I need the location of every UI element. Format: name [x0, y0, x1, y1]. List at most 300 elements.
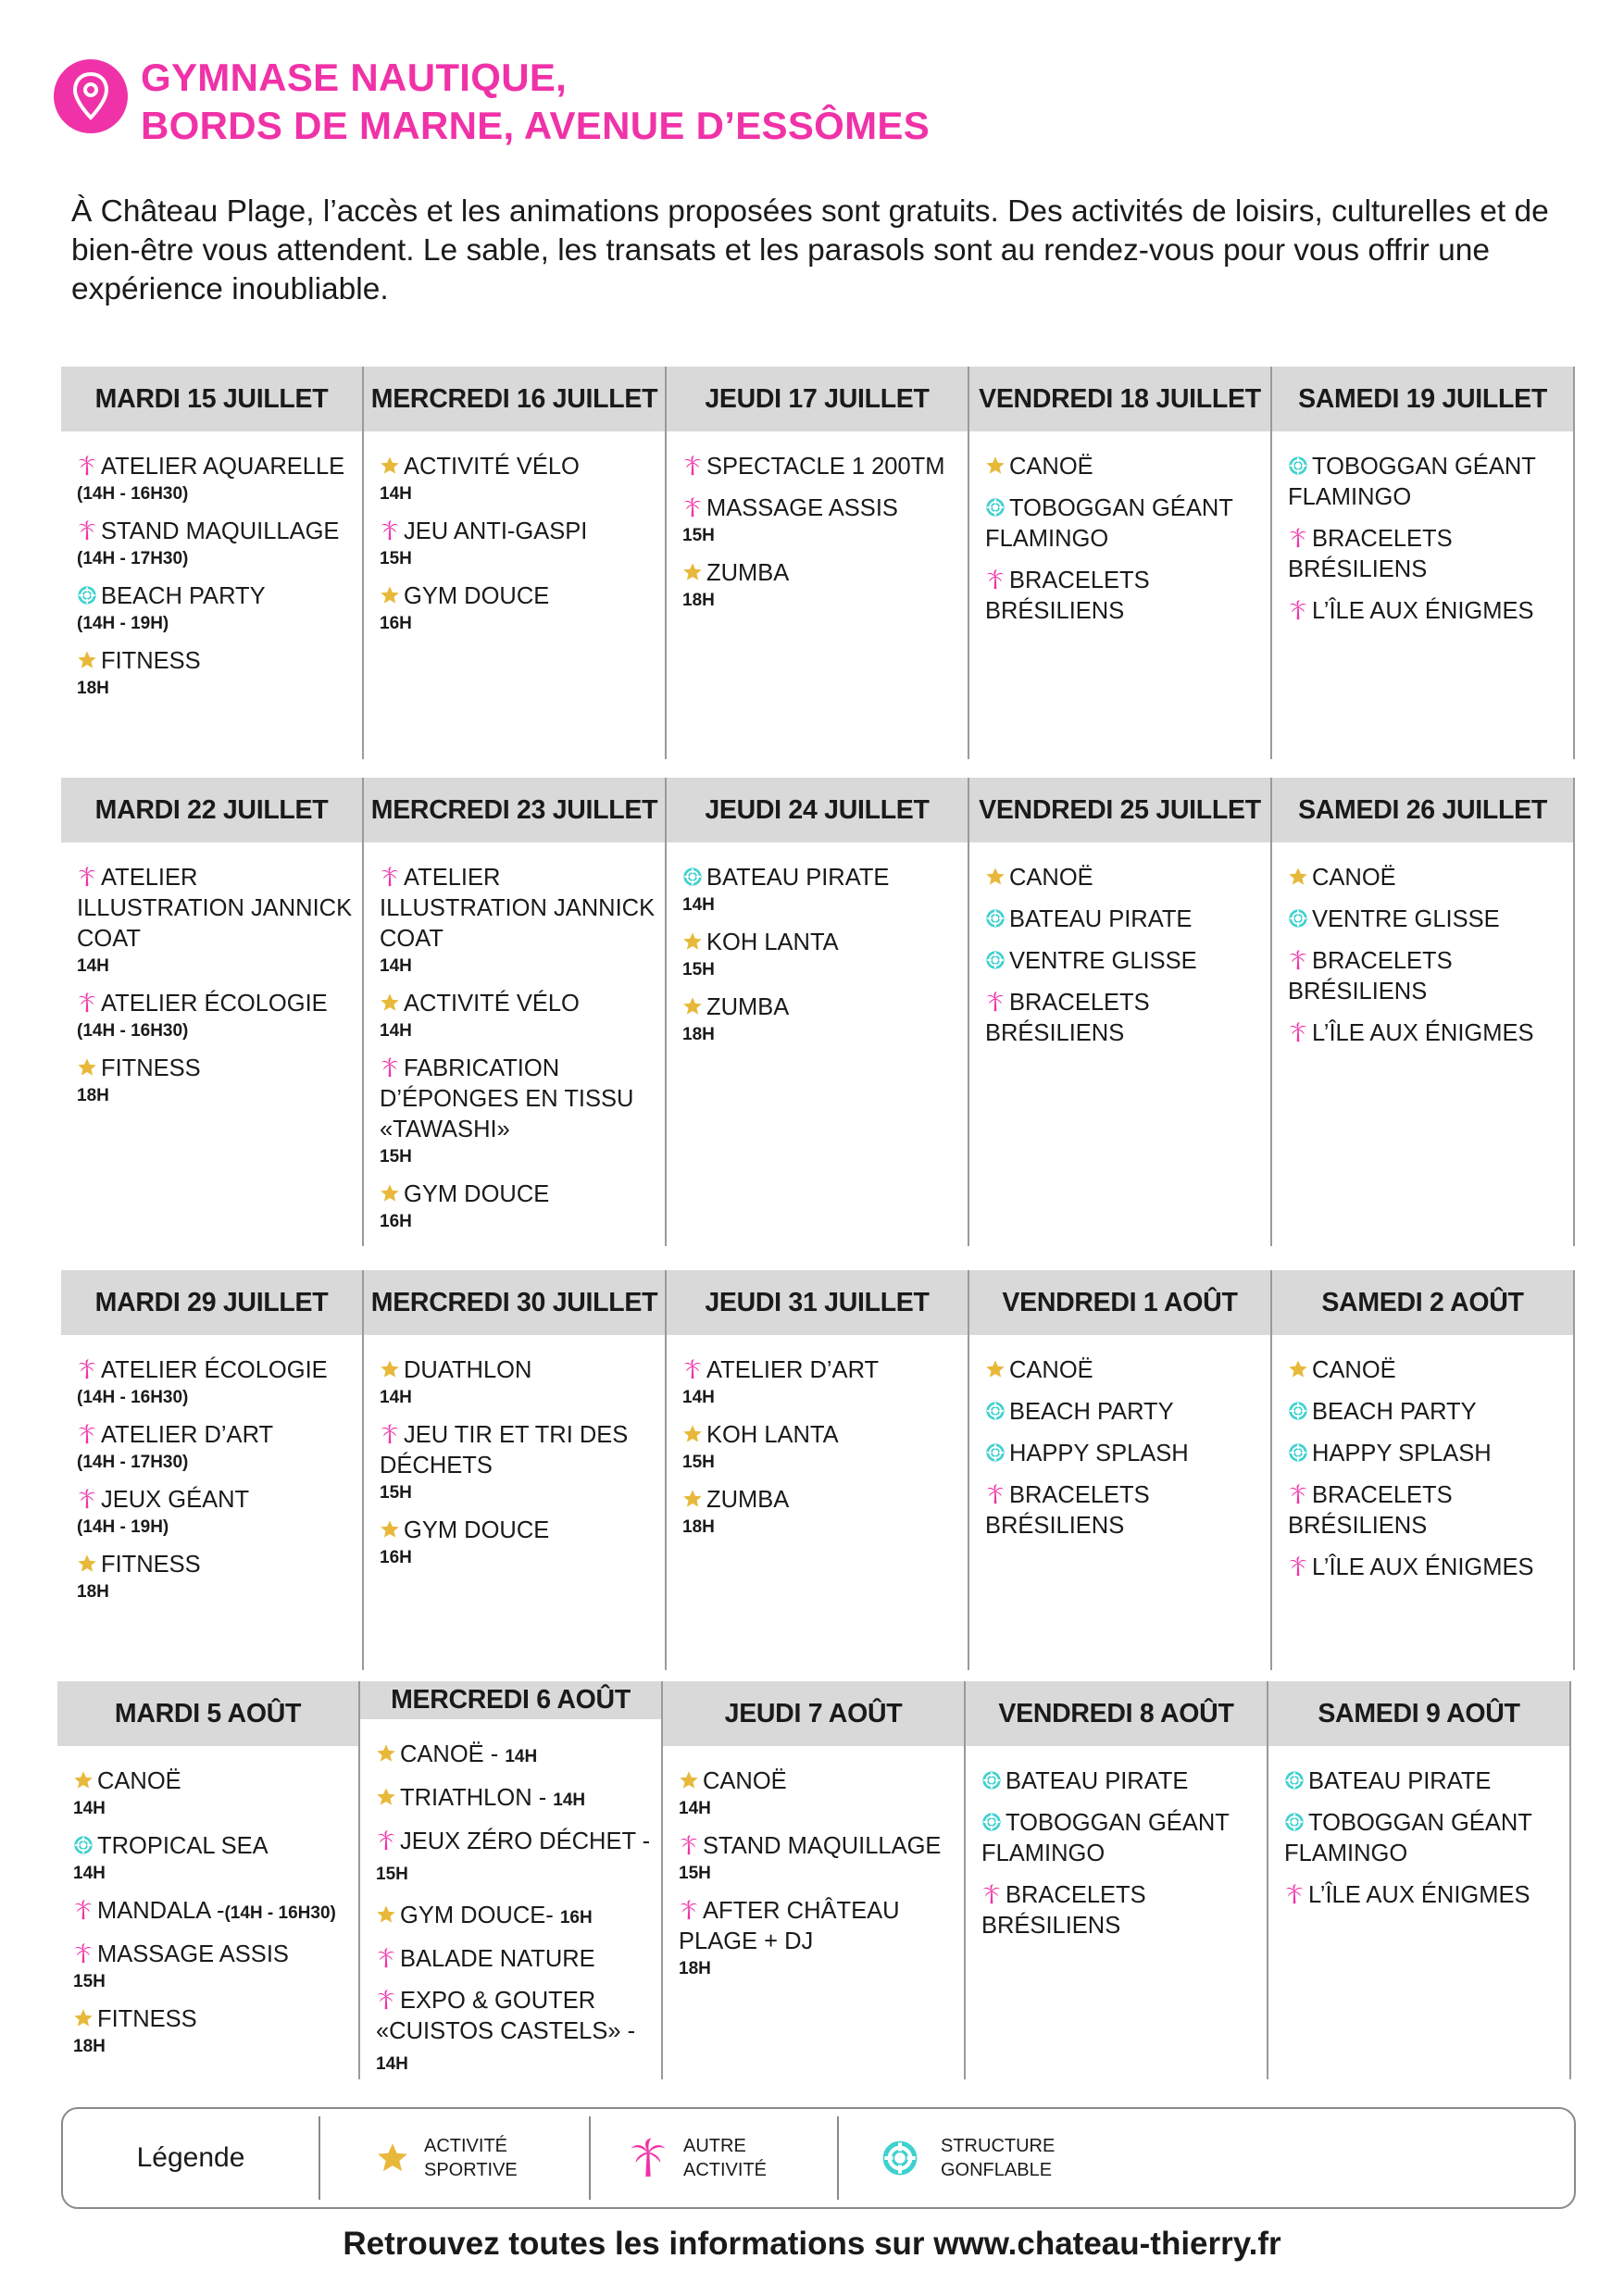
palm-tree-icon — [77, 520, 97, 541]
activity-name: TOBOGGAN GÉANT FLAMINGO — [985, 495, 1233, 552]
day-header: SAMEDI 9 AOÛT — [1268, 1681, 1569, 1746]
activity-name: ZUMBA — [706, 560, 790, 586]
activity-item — [380, 989, 657, 1042]
activity-name: FABRICATION D’ÉPONGES EN TISSU «TAWASHI» — [380, 1055, 634, 1142]
activity-item — [77, 646, 355, 700]
activity-name: BEACH PARTY — [1312, 1399, 1477, 1425]
activity-time: 16H — [380, 1548, 412, 1567]
activity-name: BRACELETS BRÉSILIENS — [1288, 948, 1453, 1004]
legend-inflatable — [839, 2116, 1080, 2200]
star-icon — [1288, 867, 1308, 887]
palm-tree-icon — [380, 520, 400, 541]
activity-item — [682, 493, 960, 547]
activity-name: BATEAU PIRATE — [1009, 906, 1193, 932]
activity-name: ATELIER ÉCOLOGIE — [101, 991, 328, 1017]
week-row — [61, 1270, 1576, 1670]
activity-name: JEUX ZÉRO DÉCHET - — [400, 1828, 651, 1854]
activity-name: STAND MAQUILLAGE — [703, 1833, 942, 1859]
activity-time: 18H — [77, 1086, 109, 1105]
activity-time: 15H — [682, 960, 715, 980]
activity-time: 18H — [77, 679, 109, 698]
activity-item — [985, 946, 1263, 977]
activity-item — [1288, 863, 1566, 893]
activity-item — [985, 452, 1263, 482]
day-column — [969, 778, 1272, 1246]
activity-time: 15H — [376, 1865, 408, 1884]
day-header: VENDREDI 1 AOÛT — [969, 1270, 1270, 1335]
activity-name: EXPO & GOUTER «CUISTOS CASTELS» - — [376, 1988, 636, 2044]
day-column — [667, 1270, 969, 1670]
activity-time: 15H — [380, 1483, 412, 1503]
title-line-1: GYMNASE NAUTIQUE, — [141, 56, 568, 99]
activity-name: CANOË — [703, 1768, 787, 1794]
activity-item — [985, 1355, 1263, 1386]
day-activities — [667, 842, 968, 1246]
lifebuoy-icon — [682, 867, 703, 887]
activity-item — [1288, 596, 1566, 627]
activity-item — [73, 1896, 351, 1928]
star-icon — [985, 1359, 1006, 1379]
day-activities — [667, 1335, 968, 1670]
activity-name: HAPPY SPLASH — [1009, 1441, 1189, 1466]
palm-tree-icon — [77, 455, 97, 476]
activity-name: ACTIVITÉ VÉLO — [404, 991, 580, 1017]
day-header: SAMEDI 26 JUILLET — [1272, 778, 1573, 842]
activity-item — [77, 1355, 355, 1409]
activity-name: DUATHLON — [404, 1357, 532, 1383]
activity-item — [73, 1940, 351, 1993]
activity-name: ACTIVITÉ VÉLO — [404, 454, 580, 480]
legend-other — [591, 2116, 839, 2200]
activity-item — [682, 992, 960, 1046]
activity-item — [1288, 452, 1566, 513]
star-icon — [380, 992, 400, 1013]
activity-name: TOBOGGAN GÉANT FLAMINGO — [1288, 454, 1536, 510]
activity-item — [985, 1439, 1263, 1469]
activity-item — [73, 1831, 351, 1885]
footer-text: Retrouvez toutes les informations sur www.chateau-thierry.fr — [343, 2226, 1281, 2262]
lifebuoy-icon — [73, 1835, 94, 1855]
day-header: JEUDI 7 AOÛT — [663, 1681, 964, 1746]
day-column — [663, 1681, 966, 2079]
day-header: MERCREDI 30 JUILLET — [364, 1270, 665, 1335]
activity-time: 15H — [682, 526, 715, 545]
activity-item — [380, 1516, 657, 1569]
activity-time: (14H - 16H30) — [77, 484, 189, 504]
palm-tree-icon — [376, 1830, 396, 1851]
activity-item — [77, 517, 355, 570]
day-activities — [969, 842, 1270, 1246]
legend-box — [61, 2107, 1576, 2209]
activity-name: GYM DOUCE — [404, 1517, 550, 1543]
activity-item — [77, 863, 355, 978]
activity-name: FITNESS — [101, 1055, 201, 1081]
activity-name: ATELIER D’ART — [101, 1422, 274, 1448]
activity-name: VENTRE GLISSE — [1312, 906, 1500, 932]
palm-tree-icon — [679, 1835, 699, 1855]
day-column — [61, 778, 364, 1246]
palm-tree-icon — [630, 2137, 667, 2179]
palm-tree-icon — [77, 867, 97, 887]
star-icon — [77, 1057, 97, 1078]
activity-item — [1288, 1018, 1566, 1049]
activity-time: 14H — [73, 1864, 106, 1883]
activity-name: CANOË — [97, 1768, 181, 1794]
lifebuoy-icon — [985, 497, 1006, 518]
star-icon — [376, 1904, 396, 1925]
activity-time: 16H — [380, 614, 412, 633]
map-pin-icon — [72, 72, 109, 120]
activity-time: (14H - 17H30) — [77, 1453, 189, 1472]
activity-time: 14H — [553, 1791, 586, 1810]
day-column — [61, 1270, 364, 1670]
palm-tree-icon — [77, 992, 97, 1013]
activity-item — [679, 1831, 956, 1885]
palm-tree-icon — [1284, 1884, 1305, 1904]
activity-name: ATELIER ILLUSTRATION JANNICK COAT — [77, 865, 353, 952]
palm-tree-icon — [985, 1484, 1006, 1504]
star-icon — [1288, 1359, 1308, 1379]
palm-tree-icon — [376, 1948, 396, 1968]
activity-name: BATEAU PIRATE — [1006, 1768, 1189, 1794]
activity-item — [77, 1054, 355, 1107]
day-header: VENDREDI 8 AOÛT — [966, 1681, 1267, 1746]
activity-name: TROPICAL SEA — [97, 1833, 269, 1859]
day-activities — [364, 431, 665, 759]
activity-name: BRACELETS BRÉSILIENS — [1288, 526, 1453, 582]
day-activities — [364, 1335, 665, 1670]
lifebuoy-icon — [1288, 455, 1308, 476]
activity-item — [682, 452, 960, 482]
activity-time: 14H — [77, 956, 109, 976]
palm-tree-icon — [77, 1489, 97, 1509]
day-activities — [364, 842, 665, 1246]
star-icon — [682, 1424, 703, 1444]
day-column — [969, 367, 1272, 759]
palm-tree-icon — [380, 1057, 400, 1078]
star-icon — [376, 2141, 409, 2175]
activity-name: CANOË — [1009, 454, 1093, 480]
activity-name: CANOË — [1312, 1357, 1396, 1383]
location-pin-badge — [54, 59, 128, 133]
activity-name: GYM DOUCE- — [400, 1903, 560, 1928]
activity-name: MASSAGE ASSIS — [706, 495, 898, 521]
day-header: MARDI 15 JUILLET — [61, 367, 362, 431]
palm-tree-icon — [380, 867, 400, 887]
activity-item — [682, 558, 960, 612]
day-header: MARDI 5 AOÛT — [57, 1681, 358, 1746]
star-icon — [380, 1359, 400, 1379]
activity-name: BRACELETS BRÉSILIENS — [985, 990, 1150, 1046]
star-icon — [682, 996, 703, 1017]
day-column — [667, 367, 969, 759]
activity-name: JEUX GÉANT — [101, 1487, 250, 1513]
activity-name: JEU ANTI-GASPI — [404, 518, 588, 544]
legend-sport-label: ACTIVITÉ SPORTIVE — [424, 2136, 518, 2180]
day-activities — [1268, 1746, 1569, 2079]
star-icon — [682, 1489, 703, 1509]
day-activities — [61, 1335, 362, 1670]
day-activities — [1272, 1335, 1573, 1670]
day-activities — [61, 842, 362, 1246]
lifebuoy-icon — [985, 1442, 1006, 1463]
day-header: MERCREDI 16 JUILLET — [364, 367, 665, 431]
activity-item — [376, 1827, 654, 1890]
activity-name: BEACH PARTY — [101, 583, 266, 609]
activity-name: BRACELETS BRÉSILIENS — [985, 568, 1150, 624]
activity-name: VENTRE GLISSE — [1009, 948, 1197, 974]
palm-tree-icon — [73, 1943, 94, 1964]
activity-item — [1288, 524, 1566, 585]
activity-item — [981, 1766, 1259, 1797]
activity-time: (14H - 19H) — [77, 1517, 169, 1537]
activity-name: ATELIER ILLUSTRATION JANNICK COAT — [380, 865, 656, 952]
activity-item — [682, 863, 960, 917]
activity-name: FITNESS — [101, 648, 201, 674]
activity-item — [1284, 1880, 1562, 1911]
activity-name: HAPPY SPLASH — [1312, 1441, 1492, 1466]
activity-item — [77, 452, 355, 505]
lifebuoy-icon — [985, 908, 1006, 929]
activity-item — [1288, 946, 1566, 1007]
activity-name: CANOË — [1312, 865, 1396, 891]
day-header: MERCREDI 6 AOÛT — [360, 1681, 661, 1719]
palm-tree-icon — [73, 1900, 94, 1920]
day-column — [364, 367, 667, 759]
activity-item — [380, 863, 657, 978]
activity-time: 18H — [682, 1025, 715, 1044]
day-activities — [1272, 431, 1573, 759]
activity-item — [380, 1179, 657, 1233]
activity-time: 15H — [73, 1972, 106, 1991]
lifebuoy-icon — [981, 1770, 1002, 1791]
legend-title: Légende — [63, 2116, 320, 2200]
activity-time: 15H — [679, 1864, 711, 1883]
legend-inflatable-label: STRUCTURE GONFLABLE — [941, 2136, 1056, 2180]
day-column — [61, 367, 364, 759]
activity-time: 14H — [682, 1388, 715, 1407]
activity-time: 14H — [380, 1388, 412, 1407]
palm-tree-icon — [679, 1900, 699, 1920]
day-activities — [360, 1719, 661, 2079]
week-row — [61, 367, 1576, 759]
star-icon — [682, 931, 703, 952]
activity-name: CANOË — [1009, 865, 1093, 891]
star-icon — [77, 650, 97, 670]
activity-name: L’ÎLE AUX ÉNIGMES — [1308, 1882, 1530, 1908]
activity-name: CANOË - — [400, 1741, 506, 1767]
lifebuoy-icon — [881, 2140, 918, 2177]
palm-tree-icon — [77, 1424, 97, 1444]
palm-tree-icon — [682, 497, 703, 518]
activity-time: 14H — [380, 956, 412, 976]
day-column — [1272, 1270, 1575, 1670]
day-activities — [969, 1335, 1270, 1670]
star-icon — [380, 1183, 400, 1204]
activity-name: AFTER CHÂTEAU PLAGE + DJ — [679, 1898, 900, 1954]
palm-tree-icon — [77, 1359, 97, 1379]
activity-time: 15H — [380, 1147, 412, 1167]
day-column — [667, 778, 969, 1246]
palm-tree-icon — [1288, 950, 1308, 970]
activity-time: 15H — [682, 1453, 715, 1472]
activity-name: L’ÎLE AUX ÉNIGMES — [1312, 598, 1534, 624]
activity-name: ATELIER AQUARELLE — [101, 454, 345, 480]
day-header: MARDI 29 JUILLET — [61, 1270, 362, 1335]
day-header: SAMEDI 19 JUILLET — [1272, 367, 1573, 431]
activity-item — [985, 988, 1263, 1049]
activity-item — [985, 1480, 1263, 1541]
intro-paragraph: À Château Plage, l’accès et les animations proposées sont gratuits. Des activités de loisirs, culturelles et de bien-être vous attendent. Le sable, les transats et les parasols sont au rendez-vous pour vous offrir une expérience inoubliable. — [71, 194, 1549, 306]
palm-tree-icon — [985, 569, 1006, 590]
palm-tree-icon — [985, 992, 1006, 1012]
star-icon — [380, 455, 400, 476]
palm-tree-icon — [1288, 1484, 1308, 1504]
day-activities — [966, 1746, 1267, 2079]
day-column — [360, 1681, 663, 2079]
legend-other-label: AUTRE ACTIVITÉ — [683, 2136, 768, 2180]
activity-name: MANDALA - — [97, 1898, 225, 1924]
activity-time: (14H - 16H30) — [77, 1388, 189, 1407]
star-icon — [985, 455, 1006, 476]
activity-item — [682, 1355, 960, 1409]
activity-time: 14H — [682, 895, 715, 915]
activity-name: SPECTACLE 1 200TM — [706, 454, 945, 480]
activity-name: ZUMBA — [706, 1487, 790, 1513]
day-header: SAMEDI 2 AOÛT — [1272, 1270, 1573, 1335]
activity-name: FITNESS — [97, 2006, 197, 2032]
day-column — [969, 1270, 1272, 1670]
activity-item — [77, 989, 355, 1042]
lifebuoy-icon — [1288, 1442, 1308, 1463]
day-column — [966, 1681, 1268, 2079]
day-column — [1272, 778, 1575, 1246]
palm-tree-icon — [981, 1884, 1002, 1904]
day-column — [364, 1270, 667, 1670]
activity-item — [985, 863, 1263, 893]
activity-item — [682, 928, 960, 981]
activity-item — [1288, 1397, 1566, 1428]
activity-name: ATELIER ÉCOLOGIE — [101, 1357, 328, 1383]
activity-time: 14H — [73, 1799, 106, 1818]
star-icon — [682, 562, 703, 582]
star-icon — [985, 867, 1006, 887]
activity-name: CANOË — [1009, 1357, 1093, 1383]
activity-time: (14H - 16H30) — [77, 1021, 189, 1041]
activity-time: 16H — [559, 1908, 593, 1928]
activity-item — [73, 2004, 351, 2058]
activity-time: 18H — [682, 1517, 715, 1537]
activity-time: 14H — [380, 484, 412, 504]
activity-item — [376, 1783, 654, 1816]
star-icon — [679, 1770, 699, 1791]
activity-item — [682, 1420, 960, 1474]
day-activities — [61, 431, 362, 759]
title-line-2: BORDS DE MARNE, AVENUE D’ESSÔMES — [141, 104, 931, 147]
day-header: VENDREDI 18 JUILLET — [969, 367, 1270, 431]
activity-time: 14H — [380, 1021, 412, 1041]
activity-name: BATEAU PIRATE — [706, 865, 890, 891]
activity-time: 18H — [73, 2037, 106, 2056]
activity-name: FITNESS — [101, 1552, 201, 1578]
palm-tree-icon — [682, 455, 703, 476]
activity-item — [985, 905, 1263, 935]
star-icon — [73, 2008, 94, 2028]
palm-tree-icon — [1288, 1022, 1308, 1042]
activity-item — [376, 1944, 654, 1975]
activity-time: (14H - 19H) — [77, 614, 169, 633]
activity-item — [376, 1901, 654, 1933]
activity-item — [679, 1766, 956, 1820]
palm-tree-icon — [682, 1359, 703, 1379]
activity-item — [1284, 1766, 1562, 1797]
lifebuoy-icon — [1284, 1770, 1305, 1791]
activity-name: L’ÎLE AUX ÉNIGMES — [1312, 1554, 1534, 1580]
activity-name: MASSAGE ASSIS — [97, 1941, 289, 1967]
activity-item — [1288, 1553, 1566, 1583]
activity-time: 16H — [380, 1212, 412, 1231]
day-header: MARDI 22 JUILLET — [61, 778, 362, 842]
star-icon — [376, 1743, 396, 1764]
star-icon — [380, 1519, 400, 1540]
activity-item — [1288, 1480, 1566, 1541]
day-activities — [57, 1746, 358, 2079]
week-row — [57, 1681, 1572, 2079]
activity-time: 18H — [679, 1959, 711, 1978]
activity-time: 18H — [77, 1582, 109, 1602]
activity-name: TOBOGGAN GÉANT FLAMINGO — [981, 1810, 1230, 1866]
activity-item — [380, 452, 657, 505]
legend-sport — [320, 2116, 591, 2200]
week-row — [61, 778, 1576, 1246]
activity-item — [380, 581, 657, 635]
activity-item — [1288, 1439, 1566, 1469]
activity-item — [77, 1420, 355, 1474]
activity-name: JEU TIR ET TRI DES DÉCHETS — [380, 1422, 629, 1479]
day-activities — [969, 431, 1270, 759]
activity-name: ATELIER D’ART — [706, 1357, 880, 1383]
day-column — [364, 778, 667, 1246]
star-icon — [380, 585, 400, 605]
day-column — [1272, 367, 1575, 759]
activity-time: (14H - 16H30) — [224, 1903, 336, 1923]
activity-item — [985, 493, 1263, 555]
activity-time: 14H — [376, 2054, 408, 2074]
activity-time: 18H — [682, 591, 715, 610]
lifebuoy-icon — [1288, 908, 1308, 929]
activity-name: L’ÎLE AUX ÉNIGMES — [1312, 1020, 1534, 1046]
activity-name: GYM DOUCE — [404, 583, 550, 609]
activity-name: STAND MAQUILLAGE — [101, 518, 340, 544]
day-header: VENDREDI 25 JUILLET — [969, 778, 1270, 842]
lifebuoy-icon — [1288, 1401, 1308, 1421]
day-header: JEUDI 24 JUILLET — [667, 778, 968, 842]
activity-item — [380, 1420, 657, 1504]
lifebuoy-icon — [1284, 1812, 1305, 1832]
activity-item — [682, 1485, 960, 1539]
activity-item — [376, 1740, 654, 1772]
activity-item — [380, 1054, 657, 1168]
activity-time: 14H — [505, 1747, 538, 1766]
activity-item — [985, 1397, 1263, 1428]
day-activities — [1272, 842, 1573, 1246]
activity-name: BRACELETS BRÉSILIENS — [1288, 1482, 1453, 1539]
lifebuoy-icon — [981, 1812, 1002, 1832]
activity-item — [77, 1485, 355, 1539]
palm-tree-icon — [376, 1990, 396, 2010]
activity-name: BATEAU PIRATE — [1308, 1768, 1492, 1794]
palm-tree-icon — [1288, 1556, 1308, 1577]
